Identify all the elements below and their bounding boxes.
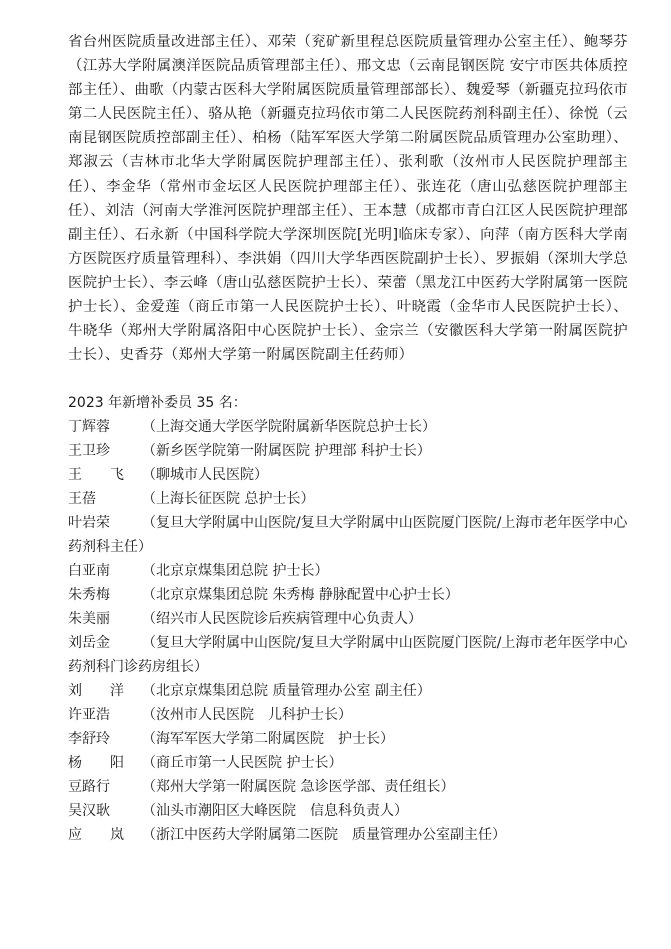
member-entry	[68, 727, 628, 751]
member-name: 刘岳金	[68, 635, 110, 652]
member-affiliation: （汝州市人民医院 儿科护士长）	[142, 707, 352, 724]
member-entry	[68, 583, 628, 607]
member-affiliation: （上海长征医院 总护士长）	[142, 491, 315, 508]
member-entry	[68, 679, 628, 703]
member-name: 朱美丽	[68, 611, 110, 628]
member-name: 朱秀梅	[68, 587, 110, 604]
member-affiliation: （北京京煤集团总院 护士长）	[142, 563, 329, 580]
member-entry	[68, 799, 628, 823]
member-affiliation: （复旦大学附属中山医院/复旦大学附属中山医院厦门医院/上海市老年医学中心药剂科主任）	[68, 515, 628, 556]
member-affiliation: （商丘市第一人民医院 护士长）	[142, 755, 343, 772]
member-entry	[68, 703, 628, 727]
member-name: 白亚南	[68, 563, 110, 580]
member-affiliation: （北京京煤集团总院 朱秀梅 静脉配置中心护士长）	[142, 587, 459, 604]
document-page	[68, 30, 628, 847]
member-affiliation: （郑州大学第一附属医院 急诊医学部、责任组长）	[142, 779, 455, 796]
member-name: 叶岩荣	[68, 515, 110, 532]
member-name: 许亚浩	[68, 707, 110, 724]
member-name: 丁辉蓉	[68, 419, 110, 436]
member-affiliation: （上海交通大学医学院附属新华医院总护士长）	[142, 419, 436, 436]
member-affiliation: （海军军医大学第二附属医院 护士长）	[142, 731, 394, 748]
member-list-paragraph: 省台州医院质量改进部主任）、邓荣（兖矿新里程总医院质量管理办公室主任）、鲍琴芬（江苏大学附属澳洋医院品质管理部主任）、邢文忠（云南昆钢医院 安宁市医共体质控部主任）、曲歌（内蒙古医科大学附属医院质量管理部部长）、魏爱琴（新疆克拉玛依市第二人民医院主任）、骆从艳（新疆克拉玛依市第二人民医院药剂科副主任）、徐悦（云南昆钢医院质控部副主任）、柏杨（陆军军医大学第二附属医院品质管理办公室助理）、郑淑云（吉林市北华大学附属医院护理部主任）、张利歌（汝州市人民医院护理部主任）、李金华（常州市金坛区人民医院护理部主任）、张连花（唐山弘慈医院护理部主任）、刘洁（河南大学淮河医院护理部主任）、王本慧（成都市青白江区人民医院护理部副主任）、石永新（中国科学院大学深圳医院[光明]临床专家）、向萍（南方医科大学南方医院医疗质量管理科）、李洪娟（四川大学华西医院副护士长）、罗振娟（深圳大学总医院护士长）、李云峰（唐山弘慈医院护士长）、荣蕾（黑龙江中医药大学附属第一医院护士长）、金爱莲（商丘市第一人民医院护士长）、叶晓霞（金华市人民医院护士长）、牛晓华（郑州大学附属洛阳中心医院护士长）、金宗兰（安徽医科大学第一附属医院护士长）、史香芬（郑州大学第一附属医院副主任药师）	[68, 34, 628, 364]
member-affiliation: （聊城市人民医院）	[142, 467, 268, 484]
member-entry	[68, 439, 628, 463]
member-affiliation: （复旦大学附属中山医院/复旦大学附属中山医院厦门医院/上海市老年医学中心 药剂科门诊药房组长）	[68, 635, 628, 676]
member-entry	[68, 607, 628, 631]
member-name: 王卫珍	[68, 443, 110, 460]
member-entry	[68, 463, 628, 487]
member-affiliation: （北京京煤集团总院 质量管理办公室 副主任）	[142, 683, 431, 700]
member-name: 吴汉耿	[68, 803, 110, 820]
section-heading: 2023 年新增补委员 35 名：	[68, 395, 247, 412]
member-affiliation: （汕头市潮阳区大峰医院 信息科负责人）	[142, 803, 408, 820]
member-entry	[68, 751, 628, 775]
member-entry	[68, 487, 628, 511]
member-entry	[68, 511, 628, 559]
member-affiliation: （浙江中医药大学附属第二医院 质量管理办公室副主任）	[142, 827, 506, 844]
member-name: 刘 洋	[68, 683, 124, 700]
member-entry	[68, 631, 628, 679]
member-affiliation: （新乡医学院第一附属医院 护理部 科护士长）	[142, 443, 431, 460]
member-name: 王 飞	[68, 467, 124, 484]
new-members-list	[68, 415, 628, 847]
member-name: 应 岚	[68, 827, 124, 844]
member-name: 豆路行	[68, 779, 110, 796]
member-name: 杨 阳	[68, 755, 124, 772]
member-affiliation: （绍兴市人民医院诊后疾病管理中心负责人）	[142, 611, 422, 628]
member-name: 李舒玲	[68, 731, 110, 748]
member-name: 王蓓	[68, 491, 96, 508]
member-entry	[68, 823, 628, 847]
member-entry	[68, 415, 628, 439]
member-entry	[68, 559, 628, 583]
section-spacer	[68, 367, 628, 391]
member-entry	[68, 775, 628, 799]
